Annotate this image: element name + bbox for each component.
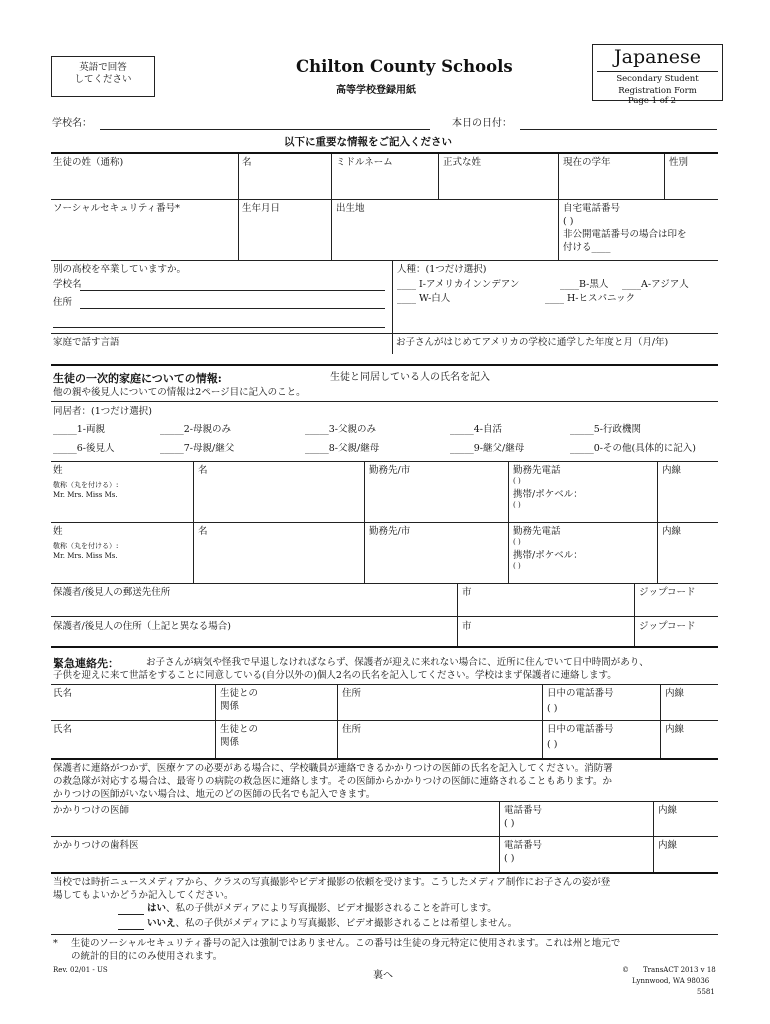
language-box [592, 44, 723, 101]
race-option-b[interactable]: ____B-黒人 [560, 279, 609, 290]
emergency1-name-label: 氏名 [53, 688, 73, 699]
resides-opt-7[interactable]: _____7-母親/継父 [160, 443, 235, 454]
medical-text-2: の救急隊が対応する場合は、最寄りの病院の救急医に連絡します。その医師からかかりつけの医師に連絡されることもあります。か [53, 776, 612, 787]
first-us-school-label: お子さんがはじめてアメリカの学校に通学した年度と月（月/年) [396, 337, 669, 348]
emergency2-relation-label2: 関係 [220, 737, 240, 748]
student-middle-name-label: ミドルネーム [336, 157, 393, 168]
media-no-line[interactable] [118, 929, 144, 930]
media-yes-bold: はい [147, 903, 167, 914]
resides-opt-1[interactable]: _____1-両親 [53, 424, 106, 435]
footnote-line-2: の統計的目的にのみ使用されます。 [71, 951, 223, 962]
school-title: Chilton County Schools [296, 57, 513, 76]
page-info: Page 1 of 2 [628, 96, 677, 106]
emergency-title: 緊急連絡先： [53, 657, 119, 670]
english-box-line2: してください [74, 74, 132, 86]
media-yes-text: 、私の子供がメディアにより写真撮影、ビデオ撮影されることを許可します。 [166, 903, 497, 914]
form-name: Registration Form [618, 86, 697, 96]
emergency-text-1: お子さんが病気や怪我で早退しなければならず、保護者が迎えに来れない場合に、近所に住んでいて日中時間があり、 [146, 657, 649, 668]
resides-opt-9[interactable]: _____9-継父/継母 [450, 443, 525, 454]
footnote-line-1: 生徒のソーシャルセキュリティ番号の記入は強制ではありません。この番号は生徒の身元特定に使用されます。これは州と地元で [71, 938, 621, 949]
emergency-text-2: 子供を迎えに来て世話をすることに同意している(自分以外の)個人2名の氏名を記入してください。学校はまず保護者に連絡します。 [53, 670, 617, 681]
resides-opt-3[interactable]: _____3-父親のみ [305, 424, 377, 435]
transact-code: 5581 [697, 988, 715, 996]
mailing-city-label: 市 [462, 587, 472, 598]
physician-phone-paren: ( ) [504, 818, 515, 829]
media-no-option [147, 918, 517, 930]
resides-opt-8[interactable]: _____8-父親/継母 [305, 443, 380, 454]
media-yes-option [147, 903, 497, 915]
parent1-ext-label: 内線 [662, 465, 682, 476]
emergency1-address-label: 住所 [342, 688, 362, 699]
mailing-address-label: 保護者/後見人の郵送先住所 [53, 587, 171, 598]
residence-zip-label: ジップコード [639, 621, 696, 632]
today-date-line[interactable] [520, 129, 717, 130]
copyright-symbol: © [622, 966, 629, 974]
parent1-first-name-label: 名 [198, 465, 208, 476]
dentist-phone-paren: ( ) [504, 853, 515, 864]
media-text-1: 当校では時折ニュースメディアから、クラスの写真撮影やビデオ撮影の依頼を受けます。こうしたメディア制作にお子さんの姿が登 [53, 877, 611, 888]
race-option-h[interactable]: ____ H-ヒスパニック [545, 293, 636, 304]
transact-city: Lynnwood, WA 98036 [632, 977, 710, 985]
resides-opt-6[interactable]: _____6-後見人 [53, 443, 115, 454]
parent2-cell-paren: ( ) [513, 562, 521, 570]
parent2-title-options[interactable]: Mr. Mrs. Miss Ms. [53, 552, 118, 560]
race-option-i[interactable]: ____ I-アメリカインンデアン [397, 279, 520, 290]
parent1-last-name-label: 姓 [53, 465, 63, 476]
language-label: Japanese [614, 46, 701, 68]
race-option-a[interactable]: ____A-アジア人 [622, 279, 689, 290]
birth-date-label: 生年月日 [242, 203, 281, 214]
emergency2-relation-label: 生徒との [220, 724, 259, 735]
physician-phone-label: 電話番号 [504, 805, 543, 816]
emergency2-address-label: 住所 [342, 724, 362, 735]
family-heading-right: 生徒と同居している人の氏名を記入 [330, 372, 490, 383]
resides-opt-0[interactable]: _____0-その他(具体的に記入) [570, 443, 696, 454]
unlisted-phone-mark[interactable]: 付ける____ [563, 242, 611, 253]
prev-school-question: 別の高校を卒業していますか。 [53, 264, 187, 275]
school-name-label: 学校名： [52, 118, 92, 129]
emergency1-day-phone-label: 日中の電話番号 [547, 688, 614, 699]
home-phone-paren: ( ) [563, 216, 574, 227]
important-heading: 以下に重要な情報をご記入ください [284, 136, 452, 148]
turn-over-label: 裏へ [373, 970, 393, 981]
emergency2-day-phone-label: 日中の電話番号 [547, 724, 614, 735]
prev-school-name-line[interactable] [80, 290, 385, 291]
birthplace-label: 出生地 [336, 203, 365, 214]
resides-with-label: 同居者：(1つだけ選択) [53, 406, 152, 417]
physician-ext-label: 内線 [658, 805, 678, 816]
residence-address-label: 保護者/後見人の住所（上記と異なる場合) [53, 621, 231, 632]
dentist-ext-label: 内線 [658, 840, 678, 851]
ssn-label: ソーシャルセキュリティ番号* [53, 203, 180, 214]
student-legal-last-label: 正式な姓 [443, 157, 482, 168]
parent1-title-label: 敬称（丸を付ける）: [53, 481, 119, 489]
dentist-label: かかりつけの歯科医 [53, 840, 139, 851]
parent2-work-phone-paren: ( ) [513, 538, 521, 546]
resides-opt-5[interactable]: _____5-行政機関 [570, 424, 642, 435]
prev-school-address-line2[interactable] [53, 327, 385, 328]
unlisted-phone-label: 非公開電話番号の場合は印を [563, 229, 687, 240]
parent2-work-label: 勤務先/市 [369, 526, 411, 537]
gender-label: 性別 [669, 157, 689, 168]
form-subtitle: 高等学校登録用紙 [336, 85, 416, 96]
parent1-work-phone-paren: ( ) [513, 477, 521, 485]
family-subheading: 他の親や後見人についての情報は2ページ目に記入のこと。 [53, 387, 306, 398]
prev-school-address-line[interactable] [80, 308, 385, 309]
mailing-zip-label: ジップコード [639, 587, 696, 598]
parent1-cell-label: 携帯/ポケベル： [513, 489, 583, 500]
resides-opt-2[interactable]: _____2-母親のみ [160, 424, 232, 435]
prev-school-address-label: 住所 [53, 297, 73, 308]
emergency1-relation-label: 生徒との [220, 688, 259, 699]
home-phone-label: 自宅電話番号 [563, 203, 621, 214]
parent2-work-phone-label: 勤務先電話 [513, 526, 561, 537]
footnote-asterisk: * [53, 938, 58, 949]
student-first-name-label: 名 [242, 157, 252, 168]
media-yes-line[interactable] [118, 914, 144, 915]
parent2-ext-label: 内線 [662, 526, 682, 537]
race-title: 人種：(1つだけ選択) [397, 264, 487, 275]
answer-in-english-box [51, 56, 155, 97]
emergency1-relation-label2: 関係 [220, 701, 240, 712]
emergency1-day-phone-paren: ( ) [547, 703, 558, 714]
emergency2-day-phone-paren: ( ) [547, 739, 558, 750]
parent1-work-phone-label: 勤務先電話 [513, 465, 561, 476]
school-name-line[interactable] [100, 129, 430, 130]
resides-opt-4[interactable]: _____4-自活 [450, 424, 503, 435]
parent2-last-name-label: 姓 [53, 526, 63, 537]
media-no-bold: いいえ [147, 918, 176, 929]
student-last-name-label: 生徒の姓（通称) [53, 157, 124, 168]
emergency2-name-label: 氏名 [53, 724, 73, 735]
physician-label: かかりつけの医師 [53, 805, 130, 816]
medical-text-3: かりつけの医師がいない場合は、地元のどの医師の氏名でも記入できます。 [53, 789, 376, 800]
parent1-title-options[interactable]: Mr. Mrs. Miss Ms. [53, 491, 118, 499]
form-type: Secondary Student [616, 74, 699, 84]
dentist-phone-label: 電話番号 [504, 840, 543, 851]
emergency2-ext-label: 内線 [665, 724, 685, 735]
home-language-label: 家庭で話す言語 [53, 337, 120, 348]
media-no-text: 、私の子供がメディアにより写真撮影、ビデオ撮影されることは希望しません。 [175, 918, 518, 929]
today-date-label: 本日の日付： [452, 118, 512, 129]
media-text-2: 場してもよいかどうか記入してください。 [53, 890, 234, 901]
race-option-w[interactable]: ____ W-白人 [397, 293, 451, 304]
prev-school-name-label: 学校名 [53, 279, 82, 290]
revision-label: Rev. 02/01 - US [53, 966, 108, 974]
medical-text-1: 保護者に連絡がつかず、医療ケアの必要がある場合に、学校職員が連絡できるかかりつけの医師の氏名を記入してください。消防署 [53, 763, 613, 774]
parent2-first-name-label: 名 [198, 526, 208, 537]
current-grade-label: 現在の学年 [563, 157, 611, 168]
residence-city-label: 市 [462, 621, 472, 632]
transact-label: TransACT 2013 v 18 [643, 966, 716, 974]
parent2-cell-label: 携帯/ポケベル： [513, 550, 583, 561]
parent1-cell-paren: ( ) [513, 501, 521, 509]
emergency1-ext-label: 内線 [665, 688, 685, 699]
english-box-line1: 英語で回答 [79, 62, 127, 73]
parent1-work-label: 勤務先/市 [369, 465, 411, 476]
parent2-title-label: 敬称（丸を付ける）: [53, 542, 119, 550]
family-heading: 生徒の一次的家庭についての情報: [53, 372, 222, 385]
